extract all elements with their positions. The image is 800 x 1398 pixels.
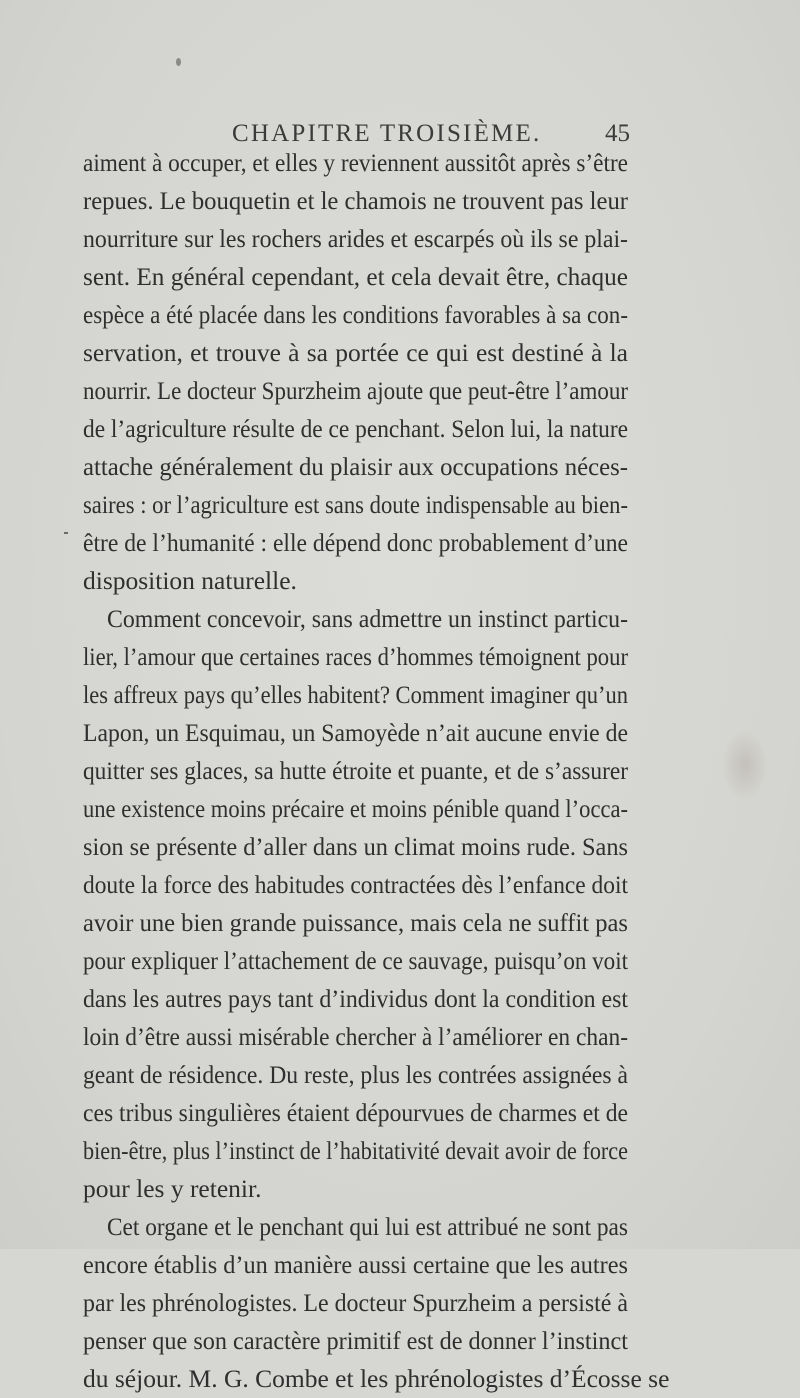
text-line: avoir une bien grande puissance, mais cela ne suffit pas bbox=[83, 908, 628, 937]
text-line: attache généralement du plaisir aux occupations néces- bbox=[83, 452, 628, 481]
text-line: quitter ses glaces, sa hutte étroite et puante, et de s’assurer bbox=[83, 756, 628, 785]
text-line: penser que son caractère primitif est de donner l’instinct bbox=[83, 1326, 628, 1355]
text-line: dans les autres pays tant d’individus dont la condition est bbox=[83, 984, 628, 1013]
paper-speck bbox=[176, 58, 181, 66]
text-line: bien-être, plus l’instinct de l’habitativité devait avoir de force bbox=[83, 1136, 628, 1165]
chapter-title: CHAPITRE TROISIÈME. bbox=[232, 120, 542, 147]
text-line: doute la force des habitudes contractées dès l’enfance doit bbox=[83, 870, 628, 899]
text-line: par les phrénologistes. Le docteur Spurzheim a persisté à bbox=[83, 1288, 628, 1317]
text-line: espèce a été placée dans les conditions favorables à sa con- bbox=[83, 300, 628, 329]
text-line: être de l’humanité : elle dépend donc probablement d’une bbox=[83, 528, 628, 557]
paragraph-first-line: Cet organe et le penchant qui lui est attribué ne sont pas bbox=[107, 1212, 628, 1241]
text-line: encore établis d’un manière aussi certaine que les autres bbox=[83, 1250, 628, 1279]
text-line: repues. Le bouquetin et le chamois ne trouvent pas leur bbox=[83, 186, 628, 215]
text-line: pour les y retenir. bbox=[83, 1174, 262, 1203]
text-line: geant de résidence. Du reste, plus les contrées assignées à bbox=[83, 1060, 628, 1089]
paper-stain bbox=[722, 730, 768, 800]
text-line: Lapon, un Esquimau, un Samoyède n’ait aucune envie de bbox=[83, 718, 628, 747]
text-line: sent. En général cependant, et cela devait être, chaque bbox=[83, 262, 628, 291]
text-line: une existence moins précaire et moins pénible quand l’occa- bbox=[83, 794, 628, 823]
text-line: pour expliquer l’attachement de ce sauvage, puisqu’on voit bbox=[83, 946, 628, 975]
margin-mark bbox=[64, 532, 68, 534]
text-line: lier, l’amour que certaines races d’hommes témoignent pour bbox=[83, 642, 628, 671]
paragraph-first-line: Comment concevoir, sans admettre un instinct particu- bbox=[107, 604, 628, 633]
text-line: servation, et trouve à sa portée ce qui est destiné à la bbox=[83, 338, 628, 367]
text-line: de l’agriculture résulte de ce penchant. Selon lui, la nature bbox=[83, 414, 628, 443]
text-line: loin d’être aussi misérable chercher à l’améliorer en chan- bbox=[83, 1022, 628, 1051]
text-line: sion se présente d’aller dans un climat moins rude. Sans bbox=[83, 832, 628, 861]
text-line: du séjour. M. G. Combe et les phrénologistes d’Écosse se bbox=[83, 1364, 670, 1393]
body-text bbox=[83, 144, 670, 1398]
text-line: nourrir. Le docteur Spurzheim ajoute que peut-être l’amour bbox=[83, 376, 628, 405]
text-line: disposition naturelle. bbox=[83, 566, 297, 595]
text-line: les affreux pays qu’elles habitent? Comment imaginer qu’un bbox=[83, 680, 628, 709]
text-line: ces tribus singulières étaient dépourvues de charmes et de bbox=[83, 1098, 628, 1127]
text-line: aiment à occuper, et elles y reviennent aussitôt après s’être bbox=[83, 148, 628, 177]
text-line: saires : or l’agriculture est sans doute indispensable au bien- bbox=[83, 490, 628, 519]
page-number: 45 bbox=[605, 120, 630, 147]
text-line: nourriture sur les rochers arides et escarpés où ils se plai- bbox=[83, 224, 628, 253]
